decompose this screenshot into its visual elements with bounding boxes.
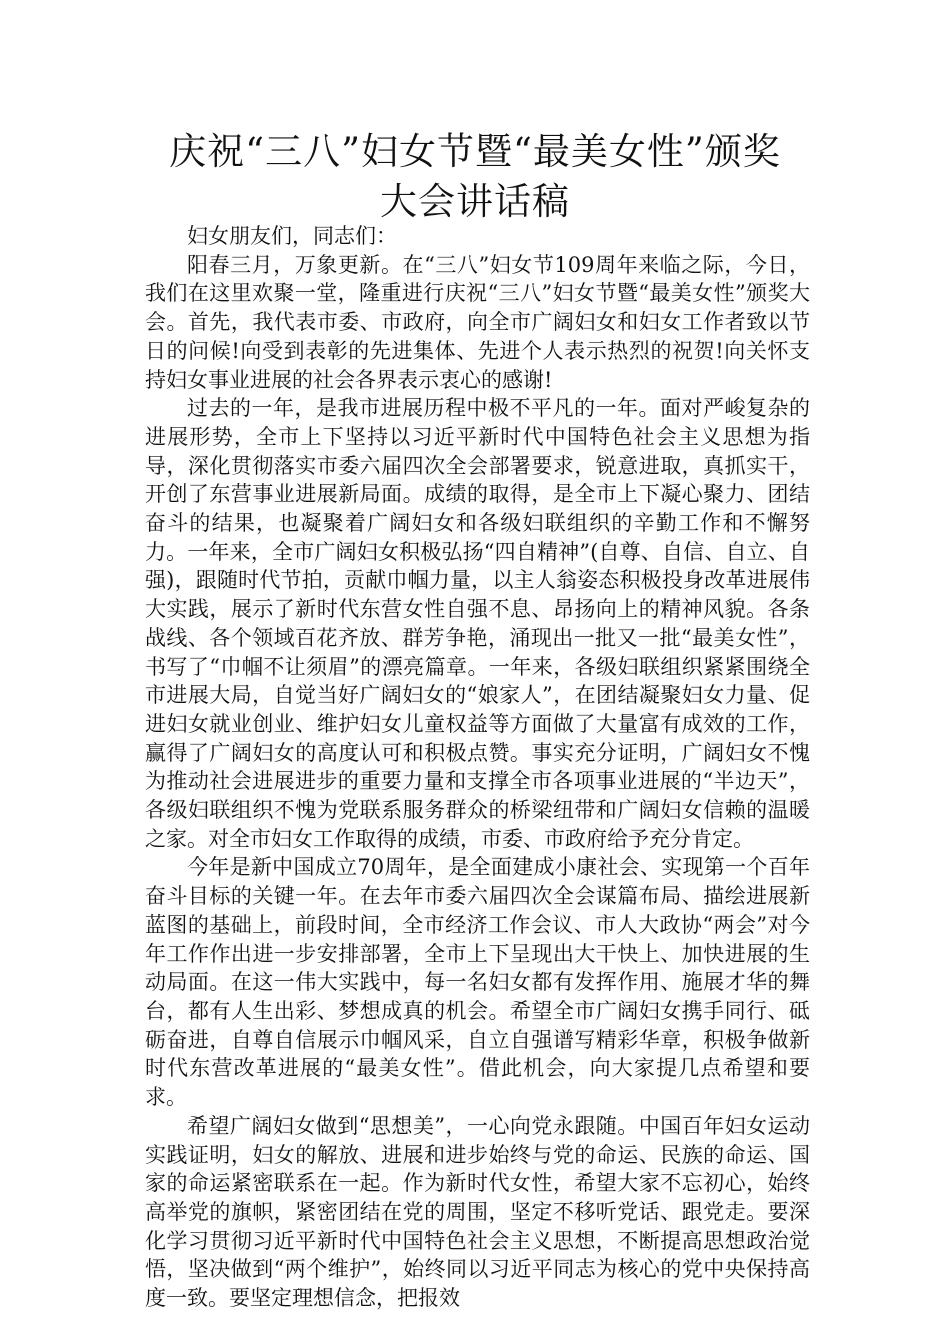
document-body [145,222,810,1313]
paragraph-1: 阳春三月，万象更新。在“三八”妇女节109周年来临之际，今日，我们在这里欢聚一堂，隆重进行庆祝“三八”妇女节暨“最美女性”颁奖大会。首先，我代表市委、市政府，向全市广阔妇女和妇女工作者致以节日的问候!向受到表彰的先进集体、先进个人表示热烈的祝贺!向关怀支持妇女事业进展的社会各界表示衷心的感谢! [145,252,810,392]
salutation: 妇女朋友们，同志们： [187,224,397,248]
document-title-line-2: 大会讲话稿 [380,180,570,223]
document-title-line-1: 庆祝“三八”妇女节暨“最美女性”颁奖 [169,130,781,173]
paragraph-3: 今年是新中国成立70周年，是全面建成小康社会、实现第一个百年奋斗目标的关键一年。在去年市委六届四次全会谋篇布局、描绘进展新蓝图的基础上，前段时间，全市经济工作会议、市人大政协“两会”对今年工作作出进一步安排部署，全市上下呈现出大干快上、加快进展的生动局面。在这一伟大实践中，每一名妇女都有发挥作用、施展才华的舞台，都有人生出彩、梦想成真的机会。希望全市广阔妇女携手同行、砥砺奋进，自尊自信展示巾帼风采，自立自强谱写精彩华章，积极争做新时代东营改革进展的“最美女性”。借此机会，向大家提几点希望和要求。 [145,855,810,1110]
paragraph-2: 过去的一年，是我市进展历程中极不平凡的一年。面对严峻复杂的进展形势，全市上下坚持以习近平新时代中国特色社会主义思想为指导，深化贯彻落实市委六届四次全会部署要求，锐意进取，真抓实干，开创了东营事业进展新局面。成绩的取得，是全市上下凝心聚力、团结奋斗的结果，也凝聚着广阔妇女和各级妇联组织的辛勤工作和不懈努力。一年来，全市广阔妇女积极弘扬“四自精神”(自尊、自信、自立、自强)，跟随时代节拍，贡献巾帼力量，以主人翁姿态积极投身改革进展伟大实践，展示了新时代东营女性自强不息、昂扬向上的精神风貌。各条战线、各个领域百花齐放、群芳争艳，涌现出一批又一批“最美女性”，书写了“巾帼不让须眉”的漂亮篇章。一年来，各级妇联组织紧紧围绕全市进展大局，自觉当好广阔妇女的“娘家人”，在团结凝聚妇女力量、促进妇女就业创业、维护妇女儿童权益等方面做了大量富有成效的工作，赢得了广阔妇女的高度认可和积极点赞。事实充分证明，广阔妇女不愧为推动社会进展进步的重要力量和支撑全市各项事业进展的“半边天”，各级妇联组织不愧为党联系服务群众的桥梁纽带和广阔妇女信赖的温暖之家。对全市妇女工作取得的成绩，市委、市政府给予充分肯定。 [145,396,810,851]
paragraph-4: 希望广阔妇女做到“思想美”，一心向党永跟随。中国百年妇女运动实践证明，妇女的解放、进展和进步始终与党的命运、民族的命运、国家的命运紧密联系在一起。作为新时代女性，希望大家不忘初心，始终高举党的旗帜，紧密团结在党的周围，坚定不移听党话、跟党走。要深化学习贯彻习近平新时代中国特色社会主义思想，不断提高思想政治觉悟，坚决做到“两个维护”，始终同以习近平同志为核心的党中央保持高度一致。要坚定理想信念，把报效 [145,1113,810,1311]
